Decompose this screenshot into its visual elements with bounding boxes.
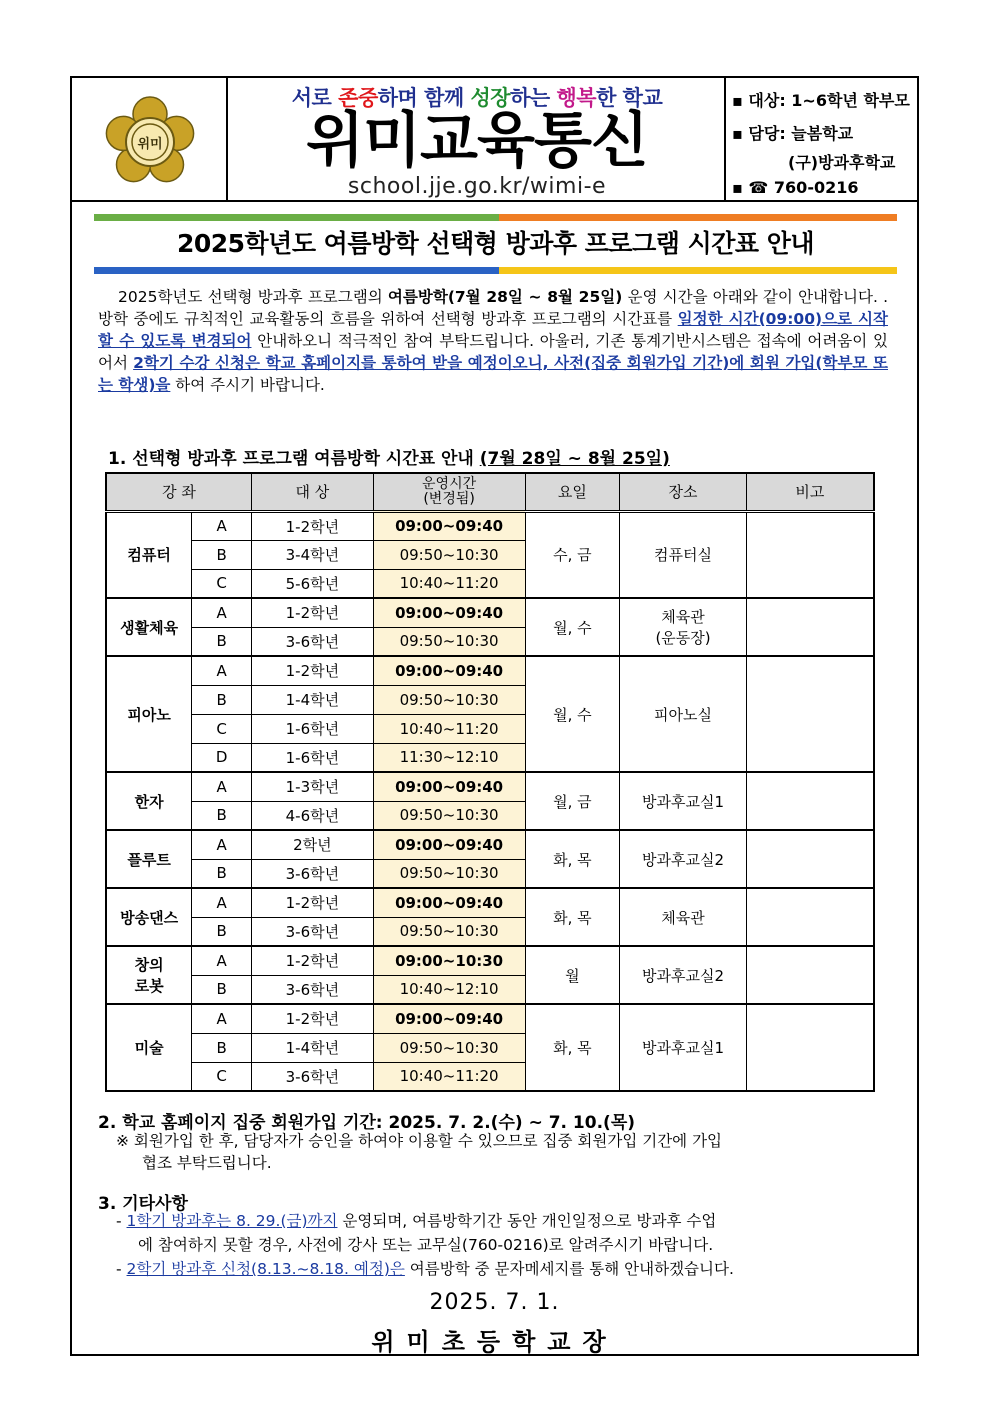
class-cell: B xyxy=(192,627,252,656)
section-1-title xyxy=(108,444,670,469)
motto-part: 성장 xyxy=(470,86,511,110)
school-url: school.jje.go.kr/wimi-e xyxy=(347,174,607,199)
class-cell: A xyxy=(192,830,252,859)
time-cell: 09:00~09:40 xyxy=(373,656,525,685)
col-header-time-l2: (변경됨) xyxy=(423,490,475,507)
motto-part: 서로 xyxy=(291,86,339,110)
class-cell: C xyxy=(192,714,252,743)
table-row xyxy=(106,598,874,627)
target-cell: 1-2학년 xyxy=(252,511,374,540)
intro-text: 운영 시간을 아래와 같이 안내합니다. .방학 중에도 규칙적인 교육활동의 흐름을 위하여 선택형 방과후 프로그램의 시간표를 xyxy=(98,288,889,328)
class-cell: B xyxy=(192,540,252,569)
title-bar-blue xyxy=(94,267,499,274)
table-row xyxy=(106,1004,874,1033)
class-cell: B xyxy=(192,801,252,830)
note-cell xyxy=(746,772,874,830)
section-1-label: 1. 선택형 방과후 프로그램 여름방학 시간표 안내 xyxy=(108,449,480,469)
section-2-title: 2. 학교 홈페이지 집중 회원가입 기간: 2025. 7. 2.(수) ~ 7. 10.(목) xyxy=(98,1113,636,1133)
course-name-cell: 생활체육 xyxy=(106,598,192,656)
class-cell: B xyxy=(192,975,252,1004)
timetable-body xyxy=(106,511,874,1091)
col-header-target: 대 상 xyxy=(252,473,374,511)
class-cell: A xyxy=(192,598,252,627)
col-header-time-l1: 운영시간 xyxy=(422,475,477,492)
principal-signature: 위미초등학교장 xyxy=(371,1328,618,1356)
place-cell: 방과후교실2 xyxy=(620,946,747,1004)
time-cell: 09:00~09:40 xyxy=(373,598,525,627)
col-header-course: 강 좌 xyxy=(106,473,252,511)
item-1-text: 운영되며, 여름방학기간 동안 개인일정으로 방과후 수업 xyxy=(337,1212,717,1230)
day-cell: 수, 금 xyxy=(525,511,620,598)
time-cell: 09:00~09:40 xyxy=(373,830,525,859)
target-cell: 1-2학년 xyxy=(252,656,374,685)
table-row xyxy=(106,946,874,975)
note-cell xyxy=(746,830,874,888)
document-title: 2025학년도 여름방학 선택형 방과후 프로그램 시간표 안내 xyxy=(176,229,815,258)
table-row xyxy=(106,511,874,540)
time-cell: 10:40~11:20 xyxy=(373,1062,525,1091)
target-cell: 1-4학년 xyxy=(252,1033,374,1062)
item-2-highlight: 2학기 방과후 신청(8.13.~8.18. 예정)은 xyxy=(126,1260,405,1278)
intro-text: 안내하오니 적극적인 참여 부탁드립니다. 아울러, 기존 통계기반시스템은 접속에 어려움이 있어서 xyxy=(98,332,888,372)
target-cell: 3-4학년 xyxy=(252,540,374,569)
target-cell: 1-2학년 xyxy=(252,598,374,627)
intro-text: 2025학년도 선택형 방과후 프로그램의 xyxy=(118,288,388,306)
class-cell: B xyxy=(192,1033,252,1062)
place-cell: 방과후교실1 xyxy=(620,1004,747,1091)
class-cell: D xyxy=(192,743,252,772)
item-1-highlight: 1학기 방과후는 8. 29.(금)까지 xyxy=(126,1212,338,1230)
target-cell: 1-2학년 xyxy=(252,888,374,917)
title-bar-orange xyxy=(499,214,897,221)
info-box xyxy=(726,78,917,202)
school-seal-icon xyxy=(72,78,228,202)
motto-part: 한 학교 xyxy=(596,86,663,110)
table-header-row xyxy=(106,473,874,511)
course-name-cell: 피아노 xyxy=(106,656,192,772)
class-cell: C xyxy=(192,1062,252,1091)
time-cell: 09:00~10:30 xyxy=(373,946,525,975)
class-cell: A xyxy=(192,1004,252,1033)
motto-part: 행복 xyxy=(556,86,597,110)
motto-part: 존중 xyxy=(338,86,378,110)
time-cell: 10:40~11:20 xyxy=(373,569,525,598)
class-cell: A xyxy=(192,772,252,801)
col-header-day: 요일 xyxy=(525,473,620,511)
target-cell: 1-6학년 xyxy=(252,743,374,772)
day-cell: 화, 목 xyxy=(525,1004,620,1091)
section-2-note: ※ 회원가입 한 후, 담당자가 승인을 하여야 이용할 수 있으므로 집중 회원가입 기간에 가입 xyxy=(116,1132,723,1150)
place-cell: 피아노실 xyxy=(620,656,747,772)
time-cell: 09:50~10:30 xyxy=(373,859,525,888)
target-cell: 4-6학년 xyxy=(252,801,374,830)
time-cell: 09:50~10:30 xyxy=(373,540,525,569)
table-row xyxy=(106,772,874,801)
seal-text: 위미 xyxy=(137,137,163,152)
target-cell: 1-4학년 xyxy=(252,685,374,714)
day-cell: 월, 수 xyxy=(525,656,620,772)
target-cell: 2학년 xyxy=(252,830,374,859)
target-cell: 1-6학년 xyxy=(252,714,374,743)
time-cell: 10:40~11:20 xyxy=(373,714,525,743)
target-cell: 3-6학년 xyxy=(252,917,374,946)
time-cell: 09:50~10:30 xyxy=(373,801,525,830)
item-2-text: 여름방학 중 문자메세지를 통해 안내하겠습니다. xyxy=(404,1260,734,1278)
section-3-title: 3. 기타사항 xyxy=(98,1194,188,1214)
newsletter-header xyxy=(72,78,917,202)
info-target: ▪ 대상: 1~6학년 학부모 xyxy=(732,91,910,110)
info-manager-2: (구)방과후학교 xyxy=(788,153,896,172)
time-cell: 09:00~09:40 xyxy=(373,1004,525,1033)
section-3-item-2 xyxy=(116,1258,734,1280)
col-header-place: 장소 xyxy=(620,473,747,511)
time-cell: 09:00~09:40 xyxy=(373,772,525,801)
target-cell: 3-6학년 xyxy=(252,859,374,888)
course-name-cell: 컴퓨터 xyxy=(106,511,192,598)
place-cell: 방과후교실2 xyxy=(620,830,747,888)
note-cell xyxy=(746,946,874,1004)
note-cell xyxy=(746,656,874,772)
col-header-note: 비고 xyxy=(746,473,874,511)
motto-part: 하며 함께 xyxy=(377,86,471,110)
course-name-cell: 플루트 xyxy=(106,830,192,888)
class-cell: A xyxy=(192,656,252,685)
time-cell: 11:30~12:10 xyxy=(373,743,525,772)
item-dash: - xyxy=(116,1260,127,1278)
note-cell xyxy=(746,888,874,946)
day-cell: 월 xyxy=(525,946,620,1004)
class-cell: B xyxy=(192,859,252,888)
intro-period: 여름방학(7월 28일 ~ 8월 25일) xyxy=(387,288,623,306)
item-dash: - xyxy=(116,1212,127,1230)
target-cell: 3-6학년 xyxy=(252,627,374,656)
day-cell: 월, 수 xyxy=(525,598,620,656)
masthead xyxy=(228,78,726,202)
time-cell: 10:40~12:10 xyxy=(373,975,525,1004)
target-cell: 3-6학년 xyxy=(252,1062,374,1091)
time-cell: 09:50~10:30 xyxy=(373,627,525,656)
note-cell xyxy=(746,511,874,598)
class-cell: A xyxy=(192,888,252,917)
info-phone: ▪ ☎ 760-0216 xyxy=(732,178,859,197)
time-cell: 09:50~10:30 xyxy=(373,685,525,714)
intro-highlight: 2학기 수강 신청은 학교 홈페이지를 통하여 받을 예정이오니, 사전(집중 회원가입 기간)에 회원 가입(학부모 또는 학생)을 xyxy=(98,354,889,394)
day-cell: 화, 목 xyxy=(525,888,620,946)
timetable xyxy=(105,472,875,1092)
place-cell: 체육관 xyxy=(620,888,747,946)
col-header-time xyxy=(373,473,525,511)
target-cell: 1-3학년 xyxy=(252,772,374,801)
class-cell: A xyxy=(192,511,252,540)
section-3-item-1 xyxy=(116,1210,716,1232)
time-cell: 09:00~09:40 xyxy=(373,511,525,540)
class-cell: A xyxy=(192,946,252,975)
time-cell: 09:00~09:40 xyxy=(373,888,525,917)
target-cell: 5-6학년 xyxy=(252,569,374,598)
target-cell: 3-6학년 xyxy=(252,975,374,1004)
intro-highlight: 일정한 시간(09:00)으로 시작할 수 있도록 변경되어 xyxy=(98,310,888,350)
table-row xyxy=(106,830,874,859)
course-name-cell: 창의 로봇 xyxy=(106,946,192,1004)
target-cell: 1-2학년 xyxy=(252,1004,374,1033)
time-cell: 09:50~10:30 xyxy=(373,1033,525,1062)
intro-text: 하여 주시기 바랍니다. xyxy=(170,376,325,394)
table-row xyxy=(106,888,874,917)
class-cell: B xyxy=(192,685,252,714)
issue-date: 2025. 7. 1. xyxy=(429,1290,560,1315)
section-2-note-cont: 협조 부탁드립니다. xyxy=(142,1154,272,1172)
place-cell: 컴퓨터실 xyxy=(620,511,747,598)
course-name-cell: 한자 xyxy=(106,772,192,830)
newsletter-title: 위미교육통신 xyxy=(306,106,648,176)
place-cell: 방과후교실1 xyxy=(620,772,747,830)
section-1-period: (7월 28일 ~ 8월 25일) xyxy=(479,449,670,469)
course-name-cell: 방송댄스 xyxy=(106,888,192,946)
newsletter-page xyxy=(70,76,919,1356)
class-cell: B xyxy=(192,917,252,946)
intro-paragraph xyxy=(98,286,888,396)
title-bar-yellow xyxy=(499,267,897,274)
note-cell xyxy=(746,598,874,656)
target-cell: 1-2학년 xyxy=(252,946,374,975)
info-manager: ▪ 담당: 늘봄학교 xyxy=(732,124,854,143)
time-cell: 09:50~10:30 xyxy=(373,917,525,946)
day-cell: 화, 목 xyxy=(525,830,620,888)
class-cell: C xyxy=(192,569,252,598)
school-logo-cell xyxy=(72,78,228,202)
day-cell: 월, 금 xyxy=(525,772,620,830)
place-cell: 체육관 (운동장) xyxy=(620,598,747,656)
section-3-item-1-cont: 에 참여하지 못할 경우, 사전에 강사 또는 교무실(760-0216)로 알려주시기 바랍니다. xyxy=(138,1236,714,1254)
course-name-cell: 미술 xyxy=(106,1004,192,1091)
note-cell xyxy=(746,1004,874,1091)
motto-part: 하는 xyxy=(510,86,557,110)
title-bar-green xyxy=(94,214,499,221)
table-row xyxy=(106,656,874,685)
